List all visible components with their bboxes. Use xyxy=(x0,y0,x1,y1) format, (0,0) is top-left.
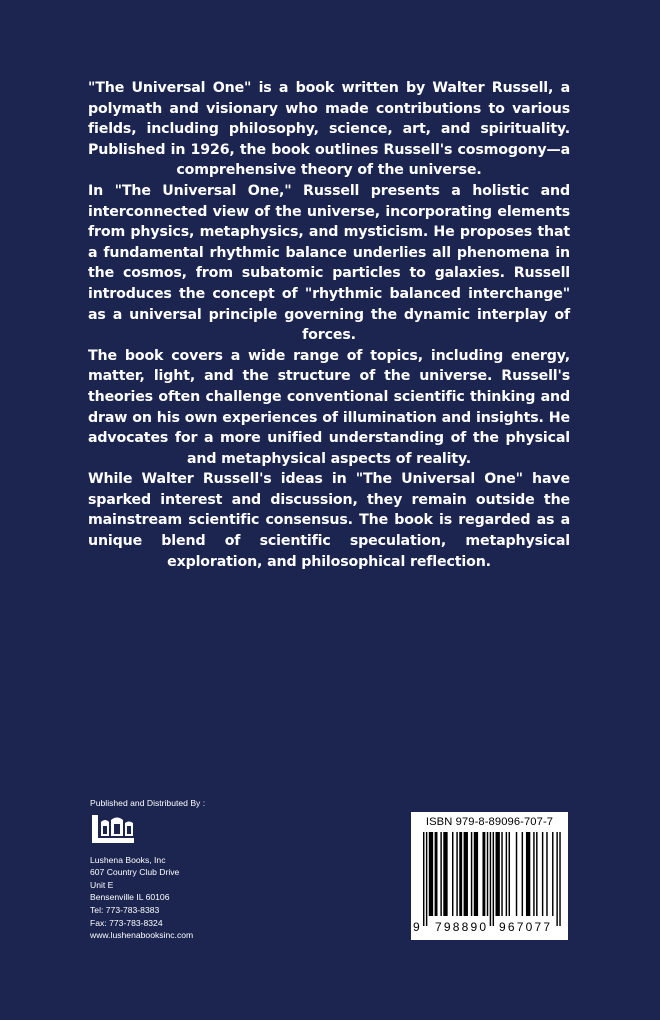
isbn-label: ISBN 979-8-89096-707-7 xyxy=(425,816,554,828)
publisher-fax: Fax: 773-783-8324 xyxy=(90,917,163,928)
description-paragraph-1: "The Universal One" is a book written by Walter Russell, a polymath and visionary who made contributions to various fields, including philosophy, science, art, and spirituality. Published in 1926, the book outlines Russell's cosmogony—a comprehensive theory of the universe. xyxy=(88,80,570,179)
barcode-bar xyxy=(471,832,472,916)
barcode-bar xyxy=(509,832,510,916)
lushena-books-logo-icon xyxy=(91,814,135,846)
barcode-bar xyxy=(487,832,488,916)
barcode-right-digits: 967077 xyxy=(499,920,553,934)
description-paragraph-4: While Walter Russell's ideas in "The Universal One" have sparked interest and discussion, they remain outside the mainstream scientific consensus. The book is regarded as a unique blend of scientific speculation, metaphysical exploration, and philosophical reflection. xyxy=(88,471,570,570)
barcode-bar xyxy=(459,832,462,916)
barcode-bar xyxy=(536,832,537,916)
publisher-info xyxy=(90,797,310,942)
barcode-guard-bar xyxy=(493,832,494,926)
barcode-bar xyxy=(474,832,478,916)
description-paragraph-3: The book covers a wide range of topics, including energy, matter, light, and the structure of the universe. Russell's theories often challenge conventional scientific thinking and draw on his own experiences of illumination and insights. He advocates for a more unified understanding of the physical and metaphysical aspects of reality. xyxy=(88,347,570,467)
barcode-bar xyxy=(429,832,433,916)
barcode-bar xyxy=(526,832,530,916)
barcode-bar xyxy=(522,832,523,916)
barcode-lead-digit: 9 xyxy=(413,920,420,934)
barcode-bar xyxy=(506,832,507,916)
barcode-bar xyxy=(482,832,485,916)
barcode-bar xyxy=(443,832,447,916)
barcode-bar xyxy=(440,832,441,916)
barcode-guard-bar xyxy=(490,832,491,926)
description-paragraph-2: In "The Universal One," Russell presents a holistic and interconnected view of the universe, incorporating elements from physics, metaphysics, and mysticism. He proposes that a fundamental rhythmic balance underlies all phenomena in the cosmos, from subatomic particles to galaxies. Russell introduces the concept of "rhythmic balanced interchange" as a universal principle governing the dynamic interplay of forces. xyxy=(88,182,570,344)
barcode-bar xyxy=(435,832,438,916)
barcode-left-digits: 798890 xyxy=(435,920,489,934)
barcode-bar xyxy=(452,832,453,916)
publisher-heading: Published and Distributed By : xyxy=(90,798,206,808)
barcode-guard-bar xyxy=(423,832,424,926)
barcode-bar xyxy=(456,832,457,916)
publisher-website: www.lushenabooksinc.com xyxy=(90,930,194,941)
barcode-bar xyxy=(533,832,534,916)
book-description xyxy=(88,78,570,572)
publisher-address-line-1: 607 Country Club Drive xyxy=(90,867,180,878)
barcode-bar xyxy=(501,832,502,916)
barcode-guard-bar xyxy=(426,832,427,926)
barcode-bar xyxy=(464,832,468,916)
barcode-bar xyxy=(516,832,517,916)
barcode-bar xyxy=(552,832,553,916)
barcode-guard-bar xyxy=(556,832,557,926)
barcode-bar xyxy=(542,832,543,916)
barcode-bar xyxy=(546,832,547,916)
barcode-guard-bar xyxy=(559,832,560,926)
publisher-address-line-2: Unit E xyxy=(90,879,114,890)
barcode-bar xyxy=(496,832,500,916)
publisher-telephone: Tel: 773-783-8383 xyxy=(90,904,160,915)
isbn-barcode xyxy=(411,812,568,940)
publisher-name: Lushena Books, Inc xyxy=(90,854,166,865)
publisher-city: Bensenville IL 60106 xyxy=(90,892,170,903)
